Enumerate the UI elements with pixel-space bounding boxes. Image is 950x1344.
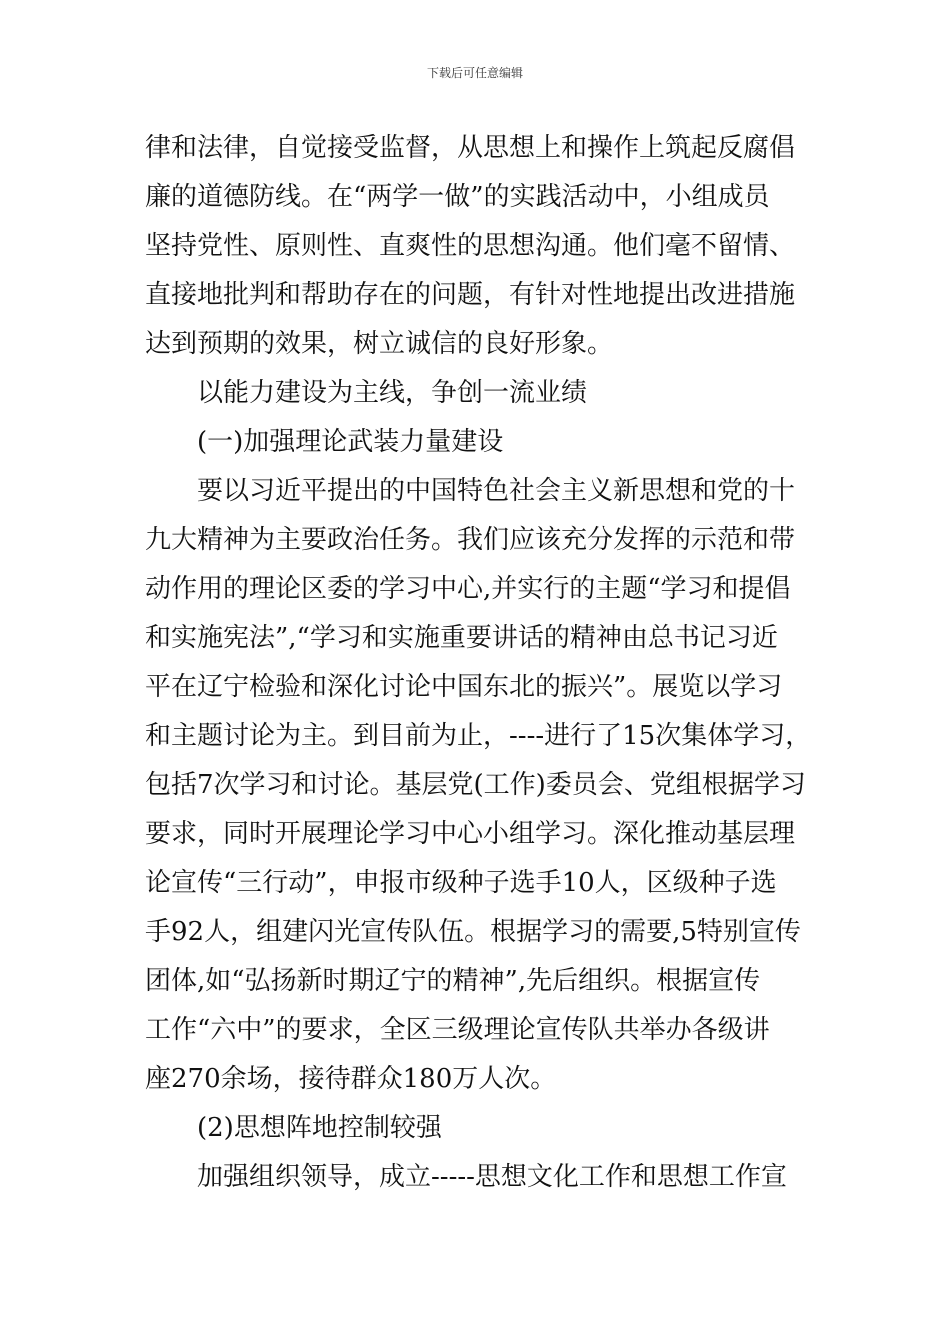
section-heading-capability: 以能力建设为主线，争创一流业绩 — [197, 378, 588, 408]
text-line-3: 坚持党性、原则性、直爽性的思想沟通。他们毫不留情、 — [145, 231, 796, 261]
text-line-15: 要求，同时开展理论学习中心小组学习。深化推动基层理 — [145, 819, 796, 849]
text-line-5: 达到预期的效果，树立诚信的良好形象。 — [145, 329, 614, 359]
subsection-heading-1: (一)加强理论武装力量建设 — [197, 427, 504, 457]
document-body — [145, 124, 817, 1202]
text-line-14: 包括7次学习和讨论。基层党(工作)委员会、党组根据学习 — [145, 770, 806, 800]
text-line-16: 论宣传“三行动”，申报市级种子选手10人，区级种子选 — [145, 868, 777, 898]
text-line-13: 和主题讨论为主。到目前为止，----进行了15次集体学习， — [145, 721, 812, 751]
page-header: 下载后可任意编辑 — [426, 66, 523, 80]
text-line-4: 直接地批判和帮助存在的问题，有针对性地提出改进措施 — [145, 280, 796, 310]
text-line-12: 平在辽宁检验和深化讨论中国东北的振兴”。展览以学习 — [145, 672, 783, 702]
text-line-20: 座270余场，接待群众180万人次。 — [145, 1064, 557, 1094]
text-line-10: 动作用的理论区委的学习中心,并实行的主题“学习和提倡 — [145, 574, 791, 604]
text-line-11: 和实施宪法”,“学习和实施重要讲话的精神由总书记习近 — [145, 623, 778, 653]
subsection-heading-2: (2)思想阵地控制较强 — [197, 1113, 442, 1143]
text-line-22: 加强组织领导，成立-----思想文化工作和思想工作宣 — [197, 1162, 787, 1192]
text-line-1: 律和法律，自觉接受监督，从思想上和操作上筑起反腐倡 — [145, 133, 796, 163]
text-line-17: 手92人，组建闪光宣传队伍。根据学习的需要,5特别宣传 — [145, 917, 801, 947]
text-line-18: 团体,如“弘扬新时期辽宁的精神”,先后组织。根据宣传 — [145, 966, 761, 996]
text-line-2: 廉的道德防线。在“两学一做”的实践活动中，小组成员 — [145, 182, 770, 212]
text-line-8: 要以习近平提出的中国特色社会主义新思想和党的十 — [197, 476, 796, 506]
text-line-9: 九大精神为主要政治任务。我们应该充分发挥的示范和带 — [145, 525, 796, 555]
text-line-19: 工作“六中”的要求，全区三级理论宣传队共举办各级讲 — [145, 1015, 770, 1045]
